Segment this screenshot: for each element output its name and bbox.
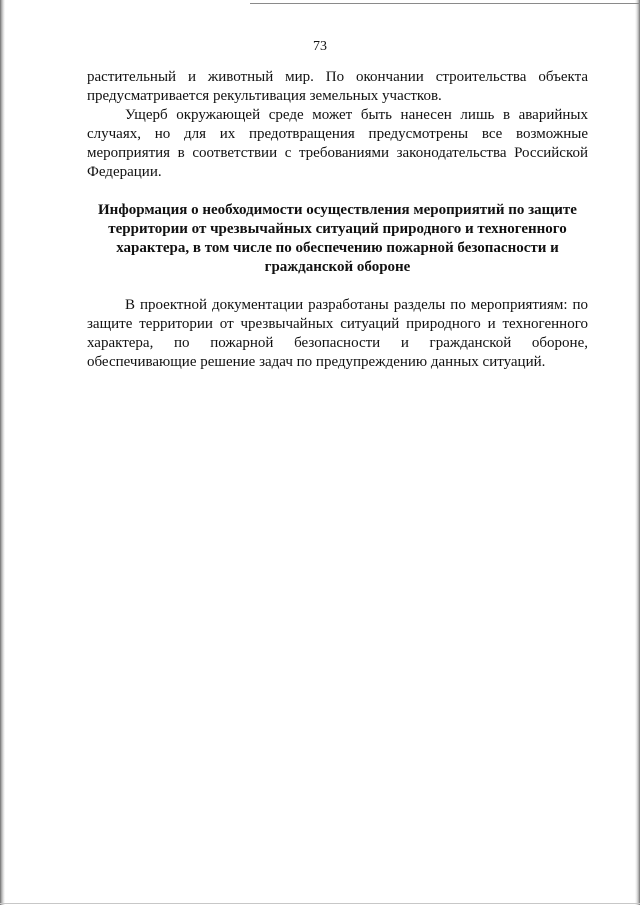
- scan-edge-bottom: [0, 903, 640, 904]
- section-heading: Информация о необходимости осуществления мероприятий по защите территории от чрезвычайных ситуаций природного и техногенного характера, в том числе по обеспечению пожарной безопасности и гражданской обороне: [98, 202, 577, 275]
- document-body: [87, 68, 588, 372]
- page-number: 73: [313, 39, 327, 54]
- paragraph-emergency-measures: В проектной документации разработаны разделы по мероприятиям: по защите территории от чрезвычайных ситуаций природного и техногенного характера, по пожарной безопасности и гражданской обороне, обеспечивающие решение задач по предупреждению данных ситуаций.: [87, 297, 588, 370]
- paragraph-damage: Ущерб окружающей среде может быть нанесен лишь в аварийных случаях, но для их предотвращения предусмотрены все возможные мероприятия в соответствии с требованиями законодательства Российской Федерации.: [87, 107, 588, 180]
- paragraph-continuation: растительный и животный мир. По окончании строительства объекта предусматривается рекультивация земельных участков.: [87, 69, 588, 104]
- scan-edge-left: [0, 0, 5, 905]
- scan-edge-right: [635, 0, 640, 905]
- scan-edge-top: [250, 3, 640, 4]
- section-body: [87, 296, 588, 372]
